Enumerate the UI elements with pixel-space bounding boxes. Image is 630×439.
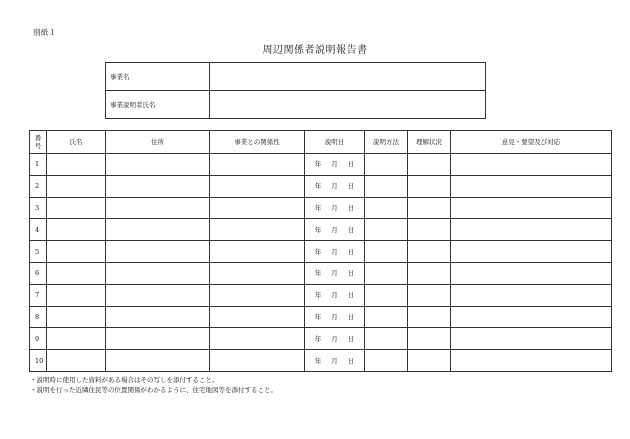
relation-cell[interactable]: [210, 219, 305, 241]
address-cell[interactable]: [106, 219, 210, 241]
date-cell[interactable]: [305, 306, 365, 328]
row-number: 7: [30, 284, 47, 306]
understanding-cell[interactable]: [408, 175, 451, 197]
note-item: ・説明を行った近隣住民等の位置関係がわかるように、住宅地図等を添付すること。: [30, 386, 277, 394]
relation-cell[interactable]: [210, 175, 305, 197]
table-row: [30, 219, 612, 241]
date-unit-year: 年: [314, 291, 322, 300]
relation-cell[interactable]: [210, 284, 305, 306]
date-unit-day: 日: [347, 203, 355, 212]
address-cell[interactable]: [106, 197, 210, 219]
table-row: [30, 328, 612, 350]
opinions-cell[interactable]: [451, 284, 612, 306]
date-unit-year: 年: [314, 182, 322, 191]
address-cell[interactable]: [106, 328, 210, 350]
opinions-cell[interactable]: [451, 197, 612, 219]
name-cell[interactable]: [47, 284, 106, 306]
name-cell[interactable]: [47, 262, 106, 284]
header-number: [30, 131, 47, 154]
opinions-cell[interactable]: [451, 328, 612, 350]
attachment-label: 別紙１: [33, 28, 57, 37]
method-cell[interactable]: [365, 241, 408, 263]
understanding-cell[interactable]: [408, 197, 451, 219]
date-cell[interactable]: [305, 175, 365, 197]
date-unit-day: 日: [347, 182, 355, 191]
name-cell[interactable]: [47, 154, 106, 176]
table-body: [30, 154, 612, 372]
explainer-name-field[interactable]: [210, 91, 486, 119]
notes: [30, 375, 277, 395]
date-unit-month: 月: [331, 160, 338, 169]
date-cell[interactable]: [305, 328, 365, 350]
date-unit-day: 日: [347, 291, 355, 300]
date-unit-month: 月: [331, 247, 338, 256]
date-unit-month: 月: [331, 312, 338, 321]
table-row: [30, 154, 612, 176]
date-cell[interactable]: [305, 219, 365, 241]
relation-cell[interactable]: [210, 241, 305, 263]
opinions-cell[interactable]: [451, 219, 612, 241]
explainer-name-row: [106, 91, 486, 119]
relation-cell[interactable]: [210, 262, 305, 284]
table-row: [30, 350, 612, 372]
date-cell[interactable]: [305, 154, 365, 176]
date-unit-month: 月: [331, 203, 338, 212]
date-unit-day: 日: [347, 334, 355, 343]
method-cell[interactable]: [365, 262, 408, 284]
name-cell[interactable]: [47, 241, 106, 263]
row-number: 10: [30, 350, 47, 372]
date-cell[interactable]: [305, 350, 365, 372]
address-cell[interactable]: [106, 262, 210, 284]
row-number: 9: [30, 328, 47, 350]
date-unit-day: 日: [347, 247, 355, 256]
header-name: 氏名: [47, 131, 106, 154]
header-opinions: 意見・要望及び対応: [451, 131, 612, 154]
date-unit-month: 月: [331, 225, 338, 234]
relation-cell[interactable]: [210, 328, 305, 350]
date-unit-year: 年: [314, 225, 322, 234]
table-row: [30, 284, 612, 306]
understanding-cell[interactable]: [408, 306, 451, 328]
relation-cell[interactable]: [210, 350, 305, 372]
explanation-report-table: [29, 130, 612, 372]
date-unit-month: 月: [331, 291, 338, 300]
opinions-cell[interactable]: [451, 306, 612, 328]
table-row: [30, 241, 612, 263]
relation-cell[interactable]: [210, 154, 305, 176]
header-address: 住所: [106, 131, 210, 154]
date-unit-month: 月: [331, 269, 338, 278]
date-unit-day: 日: [347, 160, 355, 169]
method-cell[interactable]: [365, 197, 408, 219]
row-number: 4: [30, 219, 47, 241]
date-unit-year: 年: [314, 160, 322, 169]
date-unit-month: 月: [331, 356, 338, 365]
date-unit-day: 日: [347, 225, 355, 234]
header-method: 説明方法: [365, 131, 408, 154]
header-relation: 事業との関係性: [210, 131, 305, 154]
table-header-row: [30, 131, 612, 154]
table-row: [30, 262, 612, 284]
name-cell[interactable]: [47, 197, 106, 219]
row-number: 5: [30, 241, 47, 263]
method-cell[interactable]: [365, 328, 408, 350]
opinions-cell[interactable]: [451, 241, 612, 263]
project-name-label: 事業名: [106, 63, 210, 91]
method-cell[interactable]: [365, 219, 408, 241]
address-cell[interactable]: [106, 350, 210, 372]
date-cell[interactable]: [305, 241, 365, 263]
date-unit-day: 日: [347, 269, 355, 278]
date-unit-year: 年: [314, 334, 322, 343]
table-row: [30, 197, 612, 219]
method-cell[interactable]: [365, 350, 408, 372]
understanding-cell[interactable]: [408, 241, 451, 263]
header-number-top: 番: [34, 134, 42, 142]
table-row: [30, 175, 612, 197]
header-number-bottom: 号: [34, 142, 42, 150]
method-cell[interactable]: [365, 154, 408, 176]
address-cell[interactable]: [106, 284, 210, 306]
name-cell[interactable]: [47, 175, 106, 197]
note-item: ・説明時に使用した資料がある場合はその写しを添付すること。: [30, 376, 219, 384]
header-date: 説明日: [305, 131, 365, 154]
address-cell[interactable]: [106, 154, 210, 176]
name-cell[interactable]: [47, 350, 106, 372]
date-unit-day: 日: [347, 356, 355, 365]
understanding-cell[interactable]: [408, 262, 451, 284]
explainer-name-label: 事業説明者氏名: [106, 91, 210, 119]
name-cell[interactable]: [47, 328, 106, 350]
date-cell[interactable]: [305, 262, 365, 284]
row-number: 6: [30, 262, 47, 284]
date-cell[interactable]: [305, 284, 365, 306]
address-cell[interactable]: [106, 175, 210, 197]
relation-cell[interactable]: [210, 197, 305, 219]
date-unit-day: 日: [347, 312, 355, 321]
opinions-cell[interactable]: [451, 154, 612, 176]
understanding-cell[interactable]: [408, 219, 451, 241]
date-unit-year: 年: [314, 356, 322, 365]
date-unit-year: 年: [314, 203, 322, 212]
date-unit-year: 年: [314, 312, 322, 321]
relation-cell[interactable]: [210, 306, 305, 328]
understanding-cell[interactable]: [408, 154, 451, 176]
project-name-row: [106, 63, 486, 91]
address-cell[interactable]: [106, 241, 210, 263]
table-row: [30, 306, 612, 328]
date-unit-month: 月: [331, 182, 338, 191]
address-cell[interactable]: [106, 306, 210, 328]
date-cell[interactable]: [305, 197, 365, 219]
understanding-cell[interactable]: [408, 328, 451, 350]
opinions-cell[interactable]: [451, 175, 612, 197]
row-number: 2: [30, 175, 47, 197]
method-cell[interactable]: [365, 175, 408, 197]
understanding-cell[interactable]: [408, 350, 451, 372]
row-number: 8: [30, 306, 47, 328]
method-cell[interactable]: [365, 284, 408, 306]
date-unit-month: 月: [331, 334, 338, 343]
header-understanding: 理解状況: [408, 131, 451, 154]
date-unit-year: 年: [314, 247, 322, 256]
project-info-table: [105, 62, 486, 119]
understanding-cell[interactable]: [408, 284, 451, 306]
date-unit-year: 年: [314, 269, 322, 278]
name-cell[interactable]: [47, 306, 106, 328]
row-number: 3: [30, 197, 47, 219]
name-cell[interactable]: [47, 219, 106, 241]
opinions-cell[interactable]: [451, 350, 612, 372]
opinions-cell[interactable]: [451, 262, 612, 284]
method-cell[interactable]: [365, 306, 408, 328]
project-name-field[interactable]: [210, 63, 486, 91]
document-title: 周辺関係者説明報告書: [262, 45, 368, 56]
row-number: 1: [30, 154, 47, 176]
